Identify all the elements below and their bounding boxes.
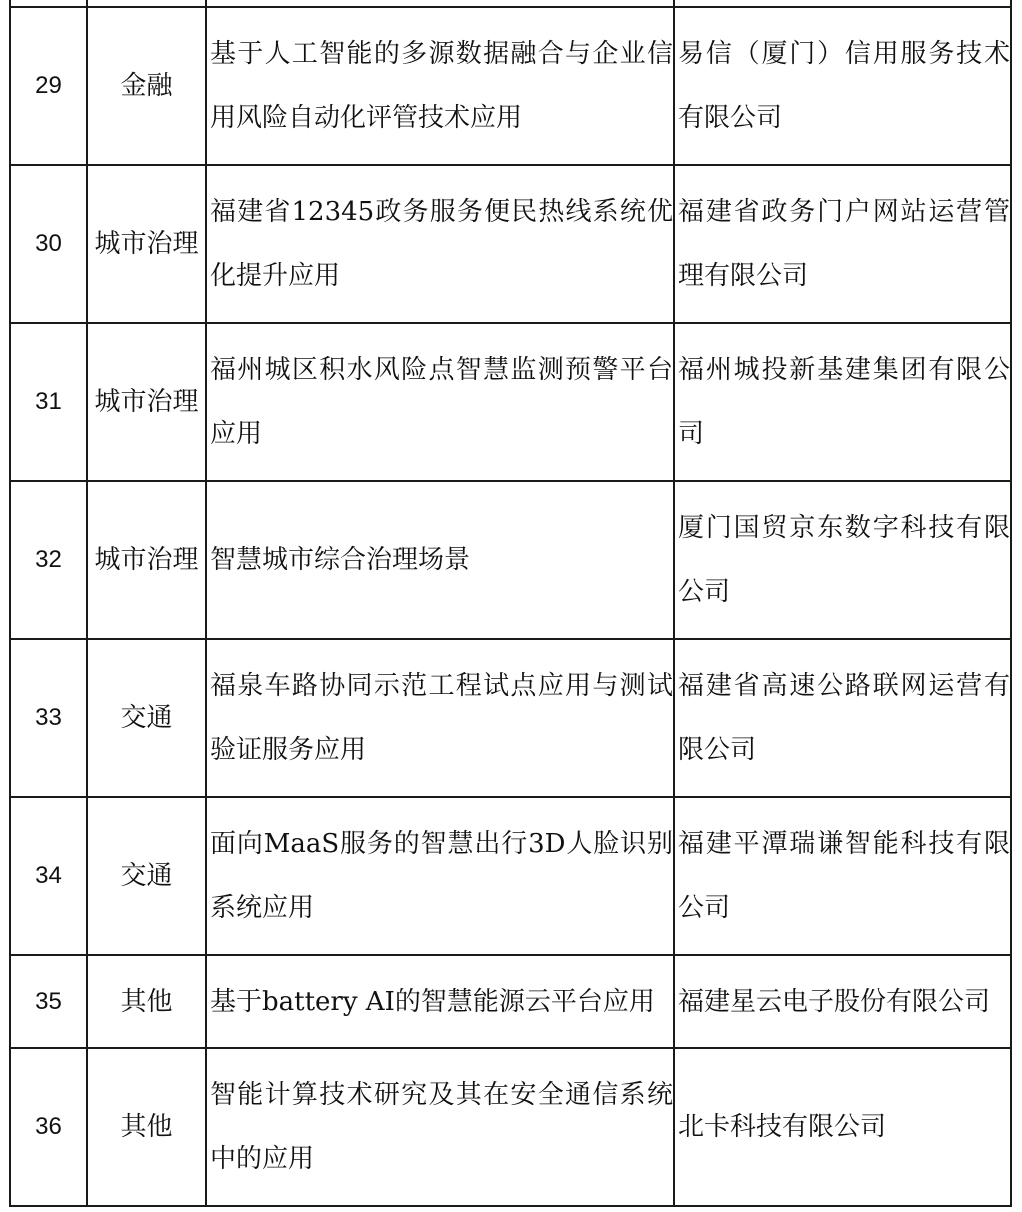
row-project-name: 基于人工智能的多源数据融合与企业信用风险自动化评管技术应用 — [206, 7, 674, 165]
row-number: 30 — [10, 165, 87, 323]
table-cell — [10, 0, 87, 7]
row-organization: 福州城投新基建集团有限公司 — [674, 323, 1011, 481]
row-number: 33 — [10, 639, 87, 797]
project-list-table-container — [9, 0, 1010, 1207]
row-organization: 厦门国贸京东数字科技有限公司 — [674, 481, 1011, 639]
table-row-continuation — [10, 0, 1011, 7]
table-row — [10, 165, 1011, 323]
row-organization: 北卡科技有限公司 — [674, 1048, 1011, 1206]
row-number: 35 — [10, 955, 87, 1048]
row-field: 城市治理 — [87, 323, 206, 481]
row-organization: 易信（厦门）信用服务技术有限公司 — [674, 7, 1011, 165]
row-number: 34 — [10, 797, 87, 955]
row-field: 其他 — [87, 955, 206, 1048]
table-cell — [674, 0, 1011, 7]
table-row — [10, 955, 1011, 1048]
table-row — [10, 7, 1011, 165]
row-project-name: 福州城区积水风险点智慧监测预警平台应用 — [206, 323, 674, 481]
row-field: 金融 — [87, 7, 206, 165]
row-field: 其他 — [87, 1048, 206, 1206]
row-project-name: 面向MaaS服务的智慧出行3D人脸识别系统应用 — [206, 797, 674, 955]
row-field: 城市治理 — [87, 165, 206, 323]
table-row — [10, 639, 1011, 797]
row-project-name: 智慧城市综合治理场景 — [206, 481, 674, 639]
row-project-name: 基于battery AI的智慧能源云平台应用 — [206, 955, 674, 1048]
row-organization: 福建省政务门户网站运营管理有限公司 — [674, 165, 1011, 323]
row-number: 29 — [10, 7, 87, 165]
table-row — [10, 797, 1011, 955]
row-field: 交通 — [87, 797, 206, 955]
table-row — [10, 481, 1011, 639]
project-list-table — [9, 0, 1012, 1207]
table-row — [10, 1048, 1011, 1206]
row-organization: 福建平潭瑞谦智能科技有限公司 — [674, 797, 1011, 955]
row-number: 36 — [10, 1048, 87, 1206]
row-number: 32 — [10, 481, 87, 639]
row-project-name: 福泉车路协同示范工程试点应用与测试验证服务应用 — [206, 639, 674, 797]
row-field: 城市治理 — [87, 481, 206, 639]
row-number: 31 — [10, 323, 87, 481]
row-project-name: 智能计算技术研究及其在安全通信系统中的应用 — [206, 1048, 674, 1206]
row-organization: 福建省高速公路联网运营有限公司 — [674, 639, 1011, 797]
row-organization: 福建星云电子股份有限公司 — [674, 955, 1011, 1048]
table-row — [10, 323, 1011, 481]
table-cell — [206, 0, 674, 7]
row-field: 交通 — [87, 639, 206, 797]
row-project-name: 福建省12345政务服务便民热线系统优化提升应用 — [206, 165, 674, 323]
table-cell — [87, 0, 206, 7]
